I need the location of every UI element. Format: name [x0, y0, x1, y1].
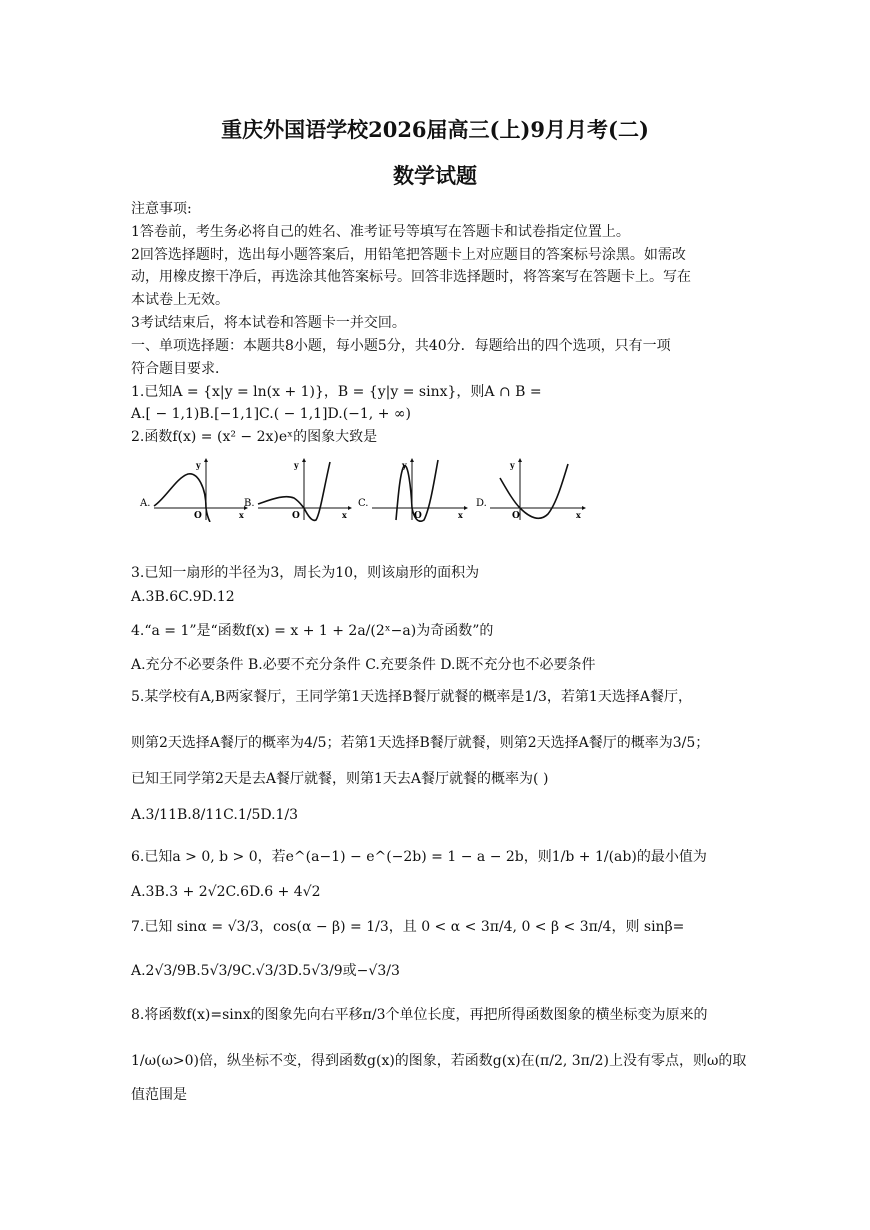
graph-option-d	[476, 458, 588, 526]
exam-subject-title: 数学试题	[393, 163, 477, 188]
question-1-options: A.[ − 1,1)B.[−1,1]C.( − 1,1]D.(−1, + ∞)	[131, 406, 411, 422]
graph-option-b	[244, 458, 354, 526]
notice-heading: 注意事项:	[131, 201, 192, 217]
question-3: 3.已知一扇形的半径为3，周长为10，则该扇形的面积为	[131, 565, 480, 581]
question-4-options: A.充分不必要条件 B.必要不充分条件 C.充要条件 D.既不充分也不必要条件	[131, 657, 596, 673]
axis-x-label: x	[458, 510, 463, 520]
question-5-options: A.3/11B.8/11C.1/5D.1/3	[131, 807, 299, 823]
axis-y-label: y	[294, 460, 299, 470]
graph-label: B.	[244, 498, 255, 509]
notice-item: 动，用橡皮擦干净后，再选涂其他答案标号。回答非选择题时，将答案写在答题卡上。写在	[131, 269, 691, 285]
question-4: 4.“a = 1”是“函数f(x) = x + 1 + 2a/(2ˣ−a)为奇函数”的	[131, 623, 494, 639]
origin-label: O	[512, 511, 520, 521]
section-heading-cont: 符合题目要求．	[131, 361, 229, 377]
axis-y-label: y	[402, 460, 407, 470]
notice-item: 3考试结束后，将本试卷和答题卡一并交回。	[131, 315, 406, 331]
origin-label: O	[292, 511, 300, 521]
question-8-cont: 值范围是	[131, 1087, 187, 1103]
graph-label: C.	[358, 498, 369, 509]
question-8-cont: 1/ω(ω>0)倍，纵坐标不变，得到函数g(x)的图象，若函数g(x)在(π/2, 3π/2)上没有零点，则ω的取	[131, 1053, 747, 1069]
exam-school-title: 重庆外国语学校2026届高三(上)9月月考(二)	[221, 117, 649, 142]
axis-x-label: x	[342, 510, 347, 520]
notice-item: 本试卷上无效。	[131, 292, 229, 308]
origin-label: O	[194, 511, 202, 521]
question-7: 7.已知 sinα = √3/3，cos(α − β) = 1/3，且 0 < α < 3π/4, 0 < β < 3π/4，则 sinβ=	[131, 919, 685, 935]
origin-label: O	[414, 511, 422, 521]
question-8: 8.将函数f(x)=sinx的图象先向右平移π/3个单位长度，再把所得函数图象的横坐标变为原来的	[131, 1007, 708, 1023]
notice-item: 1答卷前，考生务必将自己的姓名、准考证号等填写在答题卡和试卷指定位置上。	[131, 224, 630, 240]
question-1: 1.已知A = {x|y = ln(x + 1)}，B = {y|y = sinx}，则A ∩ B =	[131, 384, 542, 400]
graph-label: A.	[140, 498, 151, 509]
question-5-cont: 则第2天选择A餐厅的概率为4/5；若第1天选择B餐厅就餐，则第2天选择A餐厅的概率为3/5；	[131, 735, 710, 751]
question-6-options: A.3B.3 + 2√2C.6D.6 + 4√2	[131, 884, 321, 900]
graph-option-c	[356, 458, 468, 526]
axis-x-label: x	[576, 510, 581, 520]
question-3-options: A.3B.6C.9D.12	[131, 589, 235, 605]
question-6: 6.已知a > 0, b > 0，若e^(a−1) − e^(−2b) = 1 − a − 2b，则1/b + 1/(ab)的最小值为	[131, 849, 707, 865]
question-2: 2.函数f(x) = (x² − 2x)eˣ的图象大致是	[131, 429, 378, 445]
question-5: 5.某学校有A,B两家餐厅，王同学第1天选择B餐厅就餐的概率是1/3，若第1天选择A餐厅，	[131, 689, 692, 705]
graph-label: D.	[476, 498, 487, 509]
question-5-cont: 已知王同学第2天是去A餐厅就餐，则第1天去A餐厅就餐的概率为( )	[131, 771, 549, 787]
axis-x-label: x	[239, 510, 244, 520]
axis-y-label: y	[510, 460, 515, 470]
question-7-options: A.2√3/9B.5√3/9C.√3/3D.5√3/9或−√3/3	[131, 963, 400, 979]
notice-item: 2回答选择题时，选出每小题答案后，用铅笔把答题卡上对应题目的答案标号涂黑。如需改	[131, 247, 686, 263]
graph-option-a	[136, 458, 248, 526]
section-heading: 一、单项选择题：本题共8小题，每小题5分，共40分．每题给出的四个选项，只有一项	[131, 338, 671, 354]
axis-y-label: y	[196, 460, 201, 470]
